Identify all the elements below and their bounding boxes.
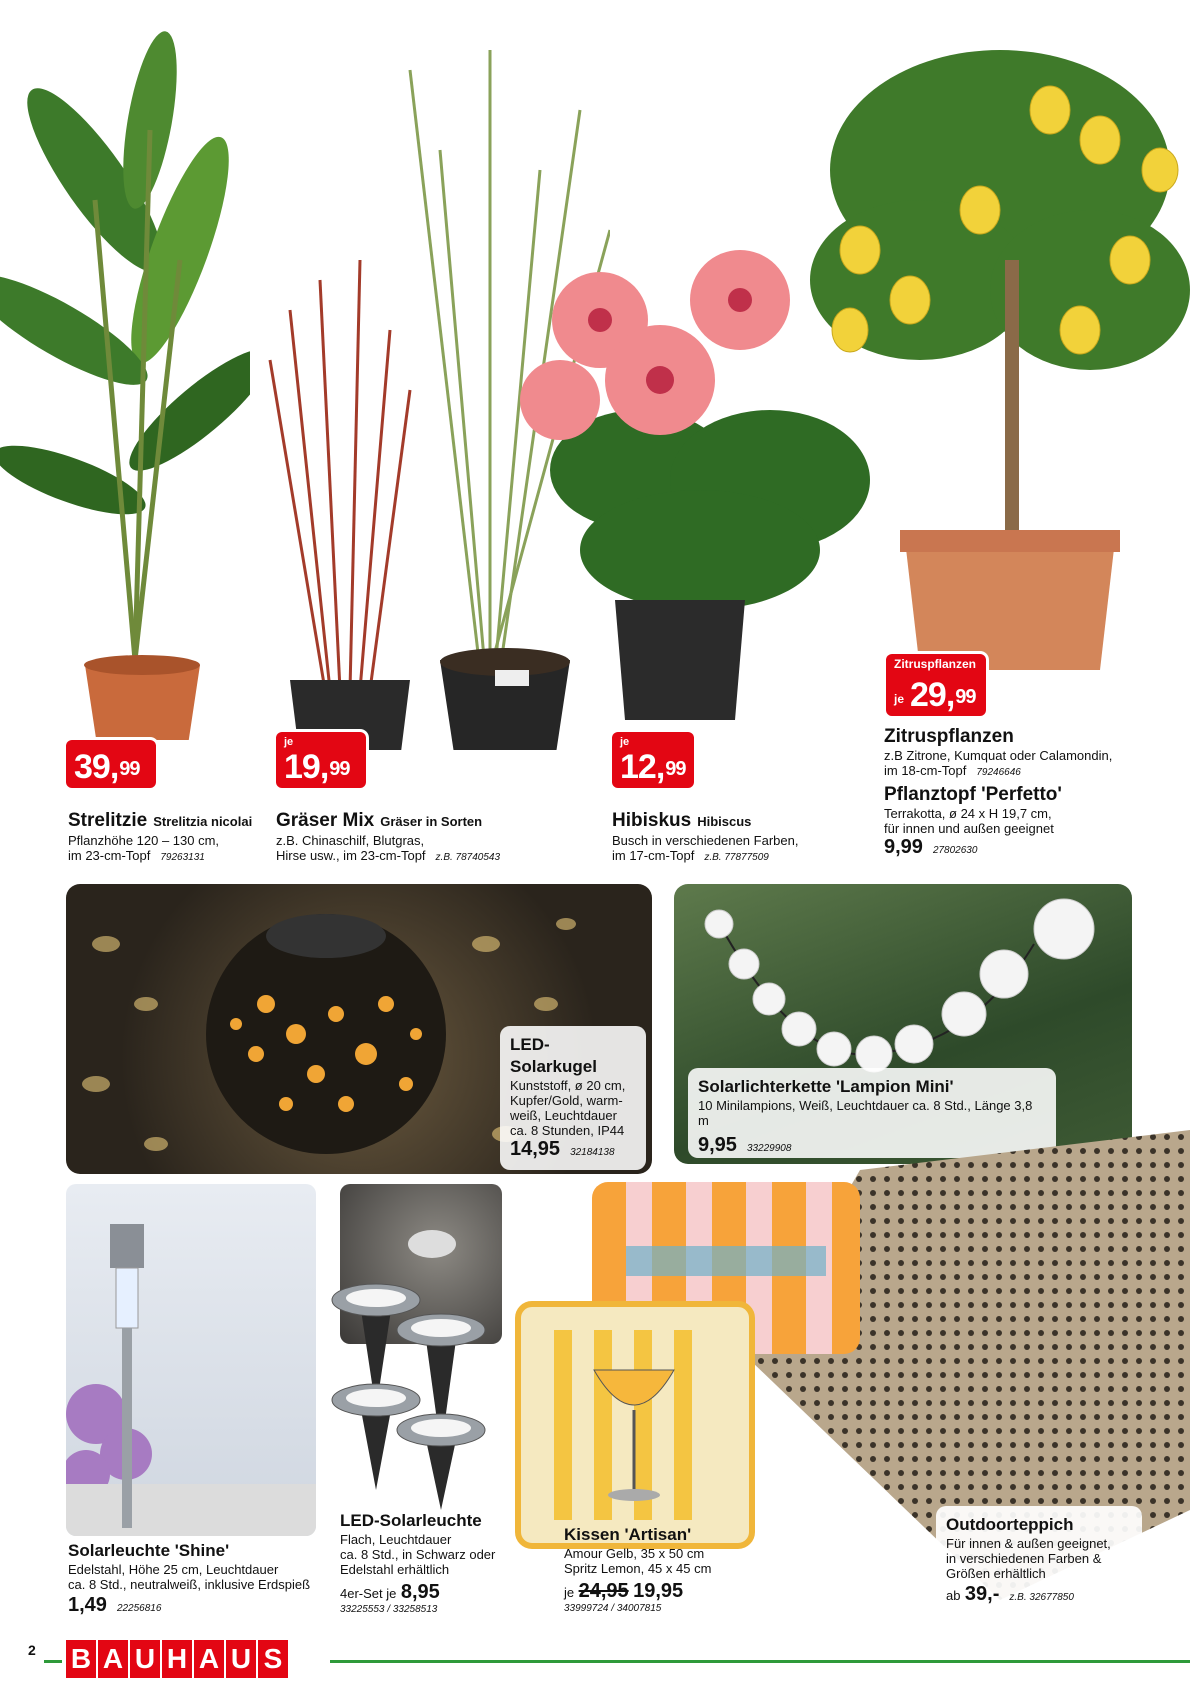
strelitzie-info: Strelitzie Strelitzia nicolai Pflanzhöhe 120 – 130 cm, im 23-cm-Topf 79263131 [68,810,253,863]
solarleuchte-set-image [326,1270,516,1510]
graeser-price-tag: je 19,99 [276,732,366,788]
solarleuchte-info: LED-Solarleuchte Flach, Leuchtdauer ca. 8 Std., in Schwarz oder Edelstahl erhältlich 4er-Set je 8,95 33225553 / 33258513 [340,1511,496,1615]
zitrus-info: Zitruspflanzen z.B Zitrone, Kumquat oder Calamondin, im 18-cm-Topf 79246646 Pflanztopf 'Perfetto' Terrakotta, ø 24 x H 19,7 cm, für innen und außen geeignet 9,99 27802630 [884,726,1113,858]
shine-image [66,1184,316,1536]
bauhaus-logo-letter: S [258,1640,288,1678]
strelitzie-image [0,0,250,740]
bauhaus-logo-letter: A [194,1640,224,1678]
teppich-info: Outdoorteppich Für innen & außen geeignet, in verschiedenen Farben & Größen erhältlich ab 39,- z.B. 32677850 [936,1506,1142,1618]
bauhaus-logo-letter: A [98,1640,128,1678]
footer-line-left [44,1660,62,1663]
page-number: 2 [28,1642,36,1658]
strelitzie-price-tag: 39,99 [66,740,156,788]
kissen-info: Kissen 'Artisan' Amour Gelb, 35 x 50 cm Spritz Lemon, 45 x 45 cm je 24,95 19,95 33999724 / 34007815 [564,1525,712,1614]
hibiskus-price-tag: je 12,99 [612,732,694,788]
bauhaus-logo-letter: B [66,1640,96,1678]
bauhaus-logo[interactable] [66,1640,288,1678]
kissen-spritz-image [514,1300,756,1550]
zitrus-price-tag: Zitruspflanzen je 29,99 [886,654,986,716]
graeser-info: Gräser Mix Gräser in Sorten z.B. Chinaschilf, Blutgras, Hirse usw., im 23-cm-Topf z.B. 78740543 [276,810,501,863]
bauhaus-logo-letter: H [162,1640,192,1678]
bauhaus-logo-letter: U [226,1640,256,1678]
shine-info: Solarleuchte 'Shine' Edelstahl, Höhe 25 cm, Leuchtdauer ca. 8 Std., neutralweiß, inklusive Erdspieß 1,49 22256816 [68,1541,311,1616]
lichterkette-info: Solarlichterkette 'Lampion Mini' 10 Minilampions, Weiß, Leuchtdauer ca. 8 Std., Länge 3,8 m 9,95 33229908 [688,1068,1056,1158]
footer-line-right [330,1660,1190,1663]
bauhaus-logo-letter: U [130,1640,160,1678]
hibiskus-info: Hibiskus Hibiscus Busch in verschiedenen Farben, im 17-cm-Topf z.B. 77877509 [612,810,799,863]
solarkugel-info: LED-Solarkugel Kunststoff, ø 20 cm, Kupfer/Gold, warm- weiß, Leuchtdauer ca. 8 Stunden, IP44 14,95 32184138 [500,1026,646,1170]
zitrus-image [800,30,1190,680]
